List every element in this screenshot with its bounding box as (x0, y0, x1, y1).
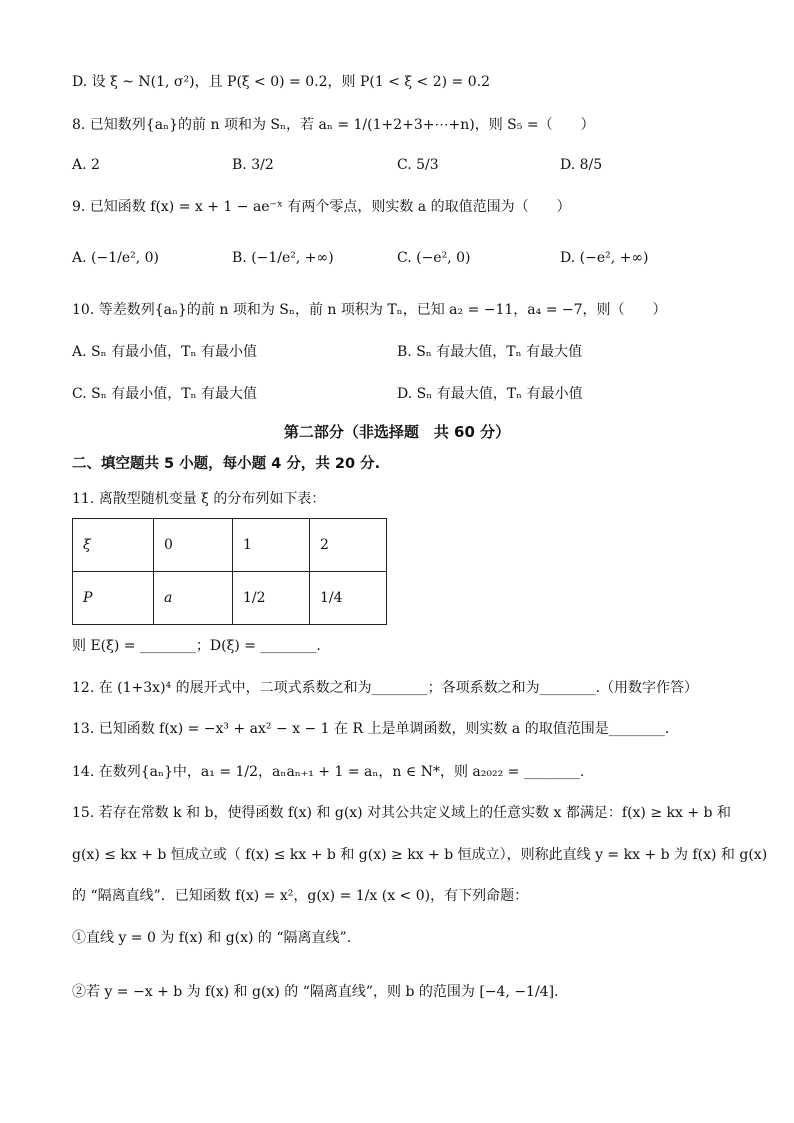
q8-option-b: B. 3/2 (232, 157, 274, 173)
q9-option-a: A. (−1/e², 0) (72, 250, 159, 266)
table-row (73, 572, 387, 625)
question-8: 8. 已知数列{aₙ}的前 n 项和为 Sₙ，若 aₙ = 1/(1+2+3+⋯+n)，则 S₅ =（ ） (72, 117, 595, 133)
part-two-title: 第二部分（非选择题 共 60 分） (283, 423, 511, 441)
section-two-heading: 二、填空题共 5 小题，每小题 4 分，共 20 分. (72, 456, 381, 472)
question-14: 14. 在数列{aₙ}中，a₁ = 1/2，aₙaₙ₊₁ + 1 = aₙ，n ∈ N*，则 a₂₀₂₂ = ________. (72, 764, 585, 780)
question-15-statement-2: ②若 y = −x + b 为 f(x) 和 g(x) 的 “隔离直线”，则 b 的范围为 [−4, −1/4]. (72, 984, 559, 1000)
table-cell: 1/4 (310, 572, 387, 625)
table-cell: 2 (310, 519, 387, 572)
question-9: 9. 已知函数 f(x) = x + 1 − ae⁻ˣ 有两个零点，则实数 a 的取值范围为（ ） (72, 199, 571, 215)
q9-option-d: D. (−e², +∞) (560, 250, 649, 266)
question-15-line-3: 的 “隔离直线”．已知函数 f(x) = x²，g(x) = 1/x (x < 0)，有下列命题： (72, 888, 529, 904)
question-15-statement-1: ①直线 y = 0 为 f(x) 和 g(x) 的 “隔离直线”. (72, 930, 352, 946)
table-cell: a (154, 572, 233, 625)
q10-option-a: A. Sₙ 有最小值，Tₙ 有最小值 (72, 344, 257, 360)
table-cell: P (73, 572, 154, 625)
table-cell: ξ (73, 519, 154, 572)
q7-option-d: D. 设 ξ ~ N(1, σ²)，且 P(ξ < 0) = 0.2，则 P(1 < ξ < 2) = 0.2 (72, 74, 490, 90)
question-13: 13. 已知函数 f(x) = −x³ + ax² − x − 1 在 R 上是单调函数，则实数 a 的取值范围是________. (72, 721, 670, 737)
q10-option-c: C. Sₙ 有最小值，Tₙ 有最大值 (72, 386, 258, 402)
table-cell: 1 (233, 519, 310, 572)
question-15-line-1: 15. 若存在常数 k 和 b，使得函数 f(x) 和 g(x) 对其公共定义域上的任意实数 x 都满足：f(x) ≥ kx + b 和 (72, 805, 731, 821)
q8-option-a: A. 2 (72, 157, 100, 173)
q8-option-d: D. 8/5 (560, 157, 603, 173)
question-11: 11. 离散型随机变量 ξ 的分布列如下表： (72, 491, 326, 507)
table-cell: 1/2 (233, 572, 310, 625)
q11-answer-line: 则 E(ξ) = ________；D(ξ) = ________. (72, 638, 321, 654)
question-12: 12. 在 (1+3x)⁴ 的展开式中，二项式系数之和为________；各项系数之和为________.（用数字作答） (72, 680, 699, 696)
q10-option-d: D. Sₙ 有最大值，Tₙ 有最小值 (397, 386, 583, 402)
table-cell: 0 (154, 519, 233, 572)
question-15-line-2: g(x) ≤ kx + b 恒成立或（ f(x) ≤ kx + b 和 g(x) ≥ kx + b 恒成立），则称此直线 y = kx + b 为 f(x) 和 g(x) (72, 847, 768, 863)
q9-option-b: B. (−1/e², +∞) (232, 250, 334, 266)
q10-option-b: B. Sₙ 有最大值，Tₙ 有最大值 (397, 344, 583, 360)
table-header-row (73, 519, 387, 572)
q8-option-c: C. 5/3 (397, 157, 439, 173)
q9-option-c: C. (−e², 0) (397, 250, 471, 266)
distribution-table (72, 518, 387, 625)
question-10: 10. 等差数列{aₙ}的前 n 项和为 Sₙ，前 n 项积为 Tₙ，已知 a₂ = −11，a₄ = −7，则（ ） (72, 302, 667, 318)
